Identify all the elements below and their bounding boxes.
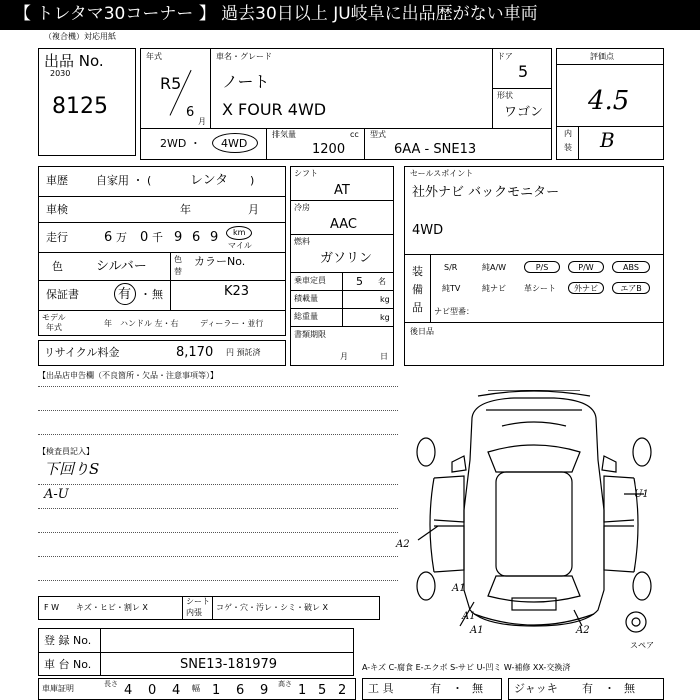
mileage-d1: 6: [104, 230, 113, 245]
equip-airbag: エアB: [612, 282, 650, 294]
tools-yes: 有: [430, 682, 441, 695]
fw-items: キズ・ヒビ・割レ X: [76, 603, 148, 612]
dims-h-label: 高さ: [278, 680, 292, 688]
score-value: 4.5: [588, 86, 630, 116]
mileage-d2: 0: [140, 230, 149, 245]
equip-label1: 装: [412, 265, 423, 278]
ac-label: 冷房: [294, 203, 310, 212]
equip-navi-model: ナビ型番：: [434, 307, 474, 316]
displacement-label: 排気量: [272, 130, 296, 139]
sales-point-line2: 4WD: [412, 223, 444, 238]
lot-number: 8125: [52, 94, 108, 119]
remarks-label: 【出品店申告欄（不良箇所・欠品・注意事項等）】: [38, 371, 218, 380]
drive-4wd: 4WD: [221, 137, 248, 150]
inspection-year: 年: [180, 203, 191, 216]
doc-deadline-label: 書類期限: [294, 330, 326, 339]
fw-label: F W: [44, 603, 60, 612]
name-label: 車名・グレード: [216, 52, 272, 61]
recycle-value: 8,170: [176, 345, 214, 360]
doc-deadline-day: 日: [380, 352, 388, 361]
weight-unit: kg: [380, 313, 390, 322]
sales-point-label: セールスポイント: [410, 169, 474, 178]
equip-ps: P/S: [524, 261, 560, 273]
dims-l1: 4: [124, 683, 133, 698]
weight-label: 総重量: [294, 312, 318, 321]
jack-no: 無: [624, 682, 635, 695]
diag-a2-bottom: A2: [576, 625, 590, 636]
dims-l2: 0: [148, 683, 157, 698]
inspection-month: 月: [248, 203, 259, 216]
banner-text: 【 トレタマ30コーナー 】 過去30日以上 JU岐阜に出品歴がない車両: [14, 4, 538, 24]
warranty-label: 保証書: [46, 288, 79, 301]
recycle-label: リサイクル料金: [44, 346, 120, 359]
ac-value: AAC: [330, 217, 357, 232]
jack-yes: 有: [582, 682, 593, 695]
doors-label: ドア: [497, 52, 513, 61]
tools-no: 無: [472, 682, 483, 695]
diag-u1: U1: [634, 489, 649, 500]
shift-value: AT: [334, 183, 350, 198]
warranty-no: 無: [152, 288, 163, 301]
history-value: レンタ: [190, 173, 229, 188]
equip-tv: 純TV: [442, 284, 461, 293]
dims-w2: 6: [236, 683, 245, 698]
interior-value: B: [600, 128, 615, 152]
inspector-note1: 下回りS: [44, 460, 100, 478]
car-grade: X FOUR 4WD: [222, 100, 327, 119]
warranty-sep: ・: [140, 288, 151, 301]
sales-point-line1: 社外ナビ バックモニター: [412, 185, 560, 200]
dims-l3: 4: [172, 683, 181, 698]
capacity-unit: 名: [378, 277, 386, 286]
dims-h3: 2: [338, 683, 347, 698]
car-damage-diagram: [404, 390, 700, 650]
equip-leather: 革シート: [524, 284, 556, 293]
seat-items: コゲ・穴・汚レ・シミ・破レ X: [216, 603, 329, 612]
model-year-label2: 年式: [46, 323, 62, 332]
chassis-label: 車 台 No.: [44, 658, 92, 671]
color-change1: 色: [174, 255, 182, 264]
doc-deadline-unit: 月: [340, 352, 348, 361]
inspection-label: 車検: [46, 203, 68, 216]
equip-abs: ABS: [612, 261, 650, 273]
equip-aw: 純A/W: [482, 263, 507, 272]
load-unit: kg: [380, 295, 390, 304]
capacity-value: 5: [356, 275, 363, 288]
jack-sep: ・: [604, 682, 615, 695]
load-label: 積載量: [294, 294, 318, 303]
recycle-unit: 円 預託済: [226, 348, 261, 357]
color-value: シルバー: [96, 259, 147, 274]
color-code: K23: [224, 284, 250, 299]
year-month-unit: 月: [198, 117, 206, 126]
header-block: [140, 48, 552, 160]
shape-value: ワゴン: [504, 105, 544, 120]
history-close: ): [250, 174, 255, 187]
model-year-label1: モデル: [42, 313, 66, 322]
model-year-handle: ハンドル 左・右: [120, 319, 179, 328]
interior-label2: 装: [564, 143, 572, 152]
type-label: 型式: [370, 130, 386, 139]
damage-legend: A-キズ C-腐食 E-エクボ S-サビ U-凹ミ W-補修 XX-交換済: [362, 663, 571, 672]
interior-label1: 内: [564, 129, 572, 138]
displacement-unit: cc: [350, 130, 359, 139]
diag-a2-left: A2: [396, 539, 410, 550]
year-month: 6: [186, 105, 195, 120]
equip-label3: 品: [412, 301, 423, 314]
diag-a1-bottom2: A1: [462, 611, 476, 622]
capacity-label: 乗車定員: [294, 276, 326, 285]
lot-label: 出品 No.: [44, 52, 104, 70]
model-year-year: 年: [104, 319, 112, 328]
dims-w1: 1: [212, 683, 221, 698]
fuel-label: 燃料: [294, 237, 310, 246]
seat-label2: 内張: [186, 608, 202, 617]
equip-sr: S/R: [444, 263, 458, 272]
warranty-yes: 有: [118, 287, 132, 302]
seat-label1: シート: [186, 597, 210, 606]
inspector-label: 【検査員記入】: [38, 447, 94, 456]
doors-value: 5: [518, 62, 529, 81]
score-label: 評価点: [590, 52, 614, 61]
equip-ext-navi: 外ナビ: [568, 282, 604, 294]
mileage-d5: 9: [210, 230, 219, 245]
displacement-value: 1200: [312, 142, 346, 157]
mileage-u2: 千: [152, 231, 163, 244]
inspector-note2: A-U: [44, 487, 69, 502]
lot-sub: 2030: [50, 69, 71, 78]
history-options: 自家用 ・ (: [96, 174, 152, 187]
model-year-dealer: ディーラー・並行: [200, 319, 264, 328]
mileage-u1: 万: [116, 231, 127, 244]
year-label: 年式: [146, 52, 162, 61]
color-code-label: カラーNo.: [194, 255, 246, 268]
dims-l-label: 長さ: [104, 680, 118, 688]
diag-a1-left: A1: [452, 583, 466, 594]
shape-label: 形状: [497, 91, 513, 100]
jack-label: ジャッキ: [514, 682, 558, 695]
subhead: （複合機）対応用紙: [44, 32, 116, 41]
dims-h1: 1: [298, 683, 307, 698]
tools-label: 工 具: [368, 682, 394, 695]
year-era: R5: [160, 74, 182, 93]
fuel-value: ガソリン: [320, 251, 373, 266]
equip-pw: P/W: [568, 261, 604, 273]
mileage-d3: 9: [174, 230, 183, 245]
diag-a1-bottom: A1: [470, 625, 484, 636]
mileage-label: 走行: [46, 231, 68, 244]
car-model: ノート: [222, 72, 270, 91]
registration-label: 登 録 No.: [44, 634, 92, 647]
color-change2: 替: [174, 267, 182, 276]
type-value: 6AA - SNE13: [394, 142, 477, 157]
color-label: 色: [52, 260, 63, 273]
diag-spare: スペア: [630, 641, 654, 650]
dims-label: 車庫証明: [42, 684, 74, 693]
mileage-d4: 6: [192, 230, 201, 245]
history-label: 車歴: [46, 174, 68, 187]
later-label: 後日品: [410, 327, 434, 336]
equip-label2: 備: [412, 283, 423, 296]
dims-w3: 9: [260, 683, 269, 698]
dims-w-label: 幅: [192, 684, 200, 693]
tools-sep: ・: [452, 682, 463, 695]
mileage-km: km: [233, 228, 246, 237]
equip-navi: 純ナビ: [482, 284, 506, 293]
drive-2wd: 2WD ・: [160, 137, 201, 150]
chassis-value: SNE13-181979: [180, 657, 278, 672]
shift-label: シフト: [294, 169, 318, 178]
dims-h2: 5: [318, 683, 327, 698]
mileage-mile: マイル: [228, 241, 252, 250]
